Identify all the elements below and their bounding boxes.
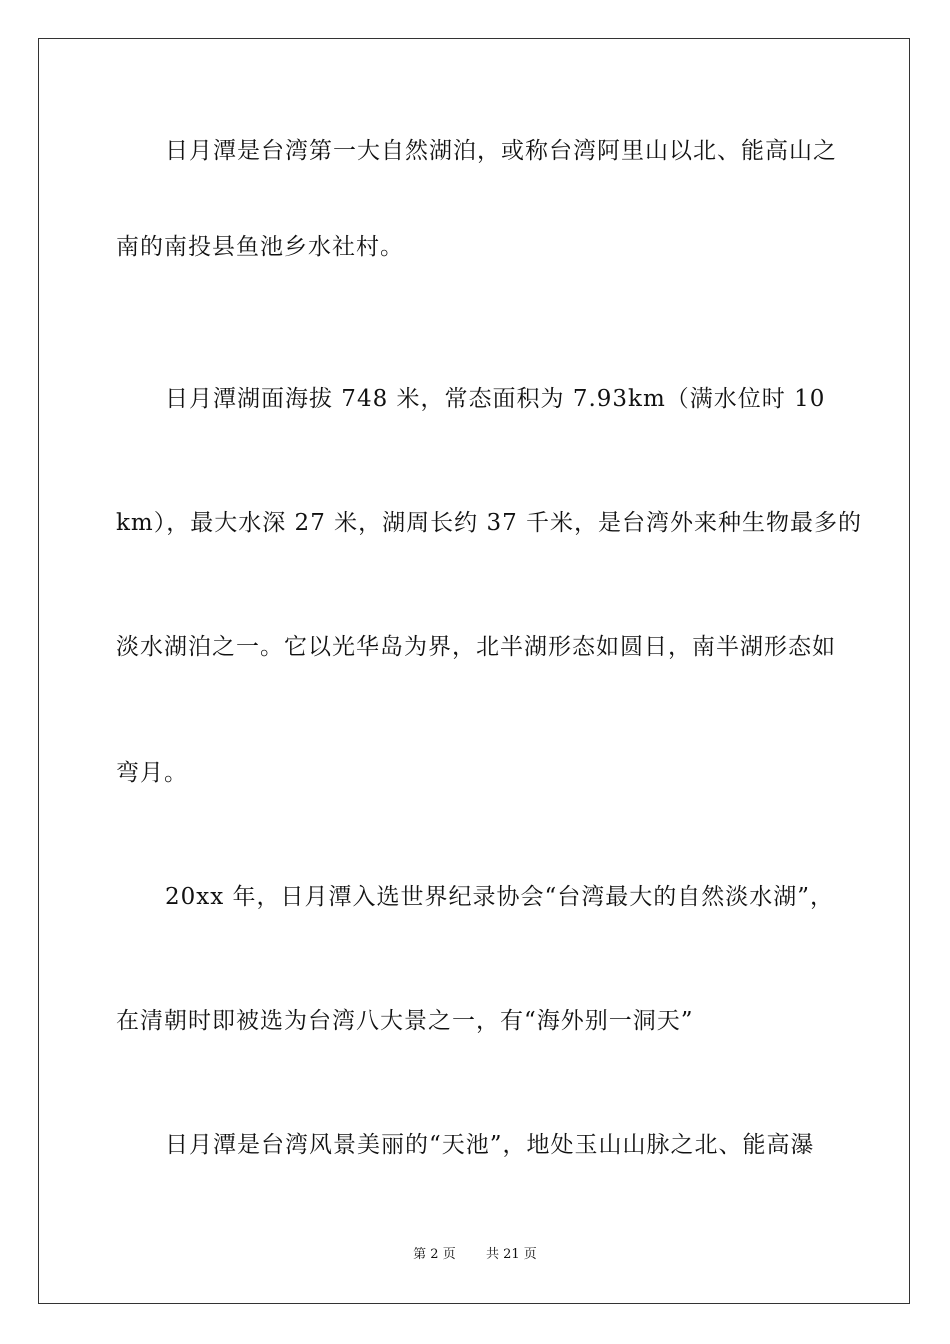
paragraph-3-line-1: 20xx 年，日月潭入选世界纪录协会“台湾最大的自然淡水湖”，	[165, 884, 835, 910]
page-footer	[0, 1246, 950, 1264]
paragraph-1-line-1: 日月潭是台湾第一大自然湖泊，或称台湾阿里山以北、能高山之	[165, 138, 837, 164]
paragraph-2-line-3: 淡水湖泊之一。它以光华岛为界，北半湖形态如圆日，南半湖形态如	[116, 634, 836, 660]
paragraph-1-line-2: 南的南投县鱼池乡水社村。	[116, 234, 404, 260]
paragraph-2-line-2: km），最大水深 27 米，湖周长约 37 千米，是台湾外来种生物最多的	[116, 510, 863, 536]
paragraph-3-line-2: 在清朝时即被选为台湾八大景之一，有“海外别一洞天”	[116, 1008, 694, 1034]
paragraph-2-line-4: 弯月。	[116, 760, 188, 786]
page-number: 第 2 页	[413, 1247, 456, 1262]
page-total: 共 21 页	[486, 1247, 537, 1262]
paragraph-4-line-1: 日月潭是台湾风景美丽的“天池”，地处玉山山脉之北、能高瀑	[165, 1132, 815, 1158]
page-frame	[38, 38, 910, 1304]
paragraph-2-line-1: 日月潭湖面海拔 748 米，常态面积为 7.93km（满水位时 10	[165, 386, 826, 412]
